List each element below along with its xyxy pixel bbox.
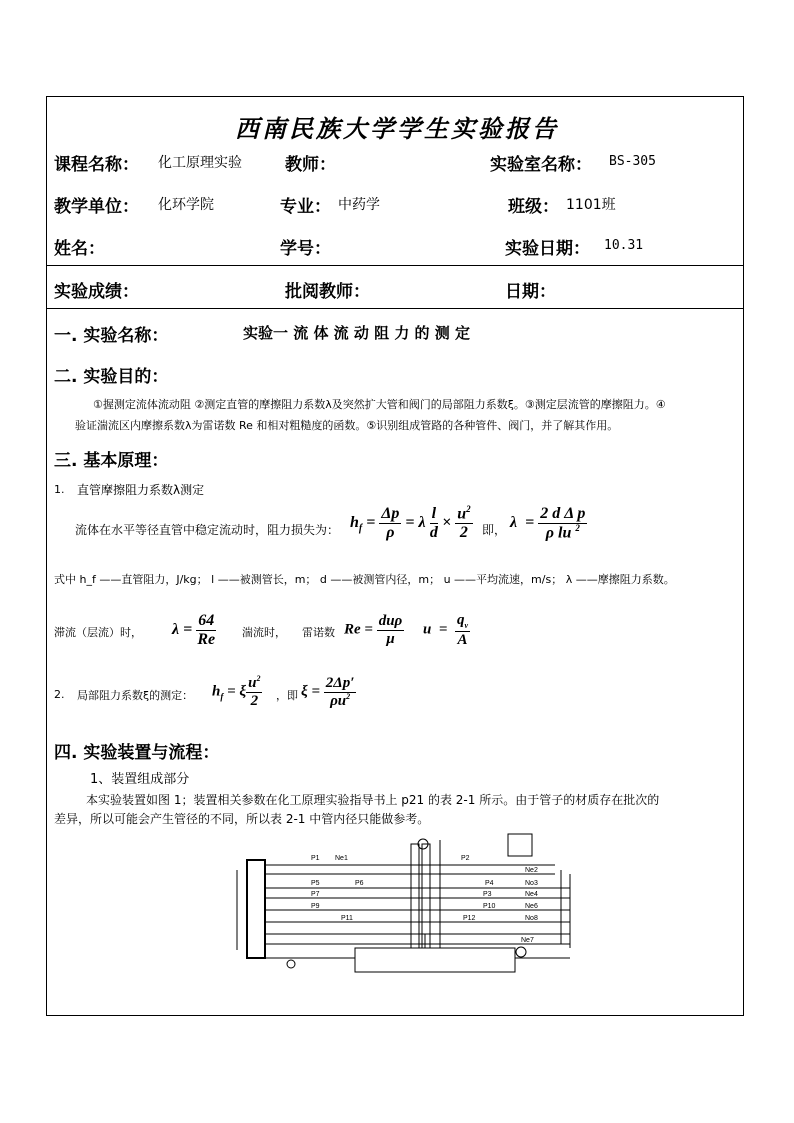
formula-laminar: λ = $\frac{64}{Re}$ (172, 612, 216, 648)
formula-xi: ξ = $\frac{2\Delta p'}{\rho u^2}$ (301, 675, 355, 709)
principle-1-number: 1. (54, 483, 65, 496)
section-4-label: 四. 实验装置与流程： (54, 743, 220, 763)
turbulent-label: 湍流时， (242, 626, 286, 639)
report-title: 西南民族大学学生实验报告 (235, 114, 559, 143)
section-1-label: 一. 实验名称： (54, 326, 169, 346)
principle-2-number: 2. (54, 688, 65, 701)
diagram-label-15: P12 (463, 915, 476, 922)
course-label: 课程名称： (54, 155, 139, 175)
objectives-line-2: 验证湍流区内摩擦系数λ为雷诺数 Re 和相对粗糙度的函数。⑤识别组成管路的各种管件、阀门，并了解其作用。 (75, 419, 619, 432)
unit-label: 教学单位： (54, 197, 139, 217)
formula-reynolds: Re = $\frac{\text{duρ}}{\mu}$ u = $\frac{q_v}{A}$ (344, 612, 468, 648)
diagram-label-3: Ne2 (525, 867, 538, 874)
date-value: 10.31 (604, 238, 644, 253)
objectives-line-1: ①握测定流体流动阻 ②测定直管的摩擦阻力系数λ及突然扩大管和阀门的局部阻力系数ξ。③测定层流管的摩擦阻力。④ (93, 398, 666, 411)
class-label: 班级： (508, 197, 559, 217)
diagram-label-2: P2 (461, 855, 470, 862)
formula-local-hf: $h_f = \xi$ $\frac{u^2}{2}$ (212, 674, 261, 709)
lab-label: 实验室名称： (490, 155, 592, 175)
diagram-label-12: P10 (483, 903, 496, 910)
student-id-label: 学号： (280, 239, 331, 259)
diagram-label-7: No3 (525, 880, 538, 887)
lab-value: BS-305 (609, 154, 656, 169)
principle-2-ji: ，即 (276, 689, 298, 702)
score-label: 实验成绩： (54, 282, 139, 302)
reviewer-label: 批阅教师： (285, 282, 370, 302)
symbols-legend: 式中 h_f ——直管阻力，J/kg； l ——被测管长，m； d ——被测管内径，m； u ——平均流速，m/s； λ ——摩擦阻力系数。 (54, 573, 675, 586)
unit-value: 化环学院 (158, 197, 214, 213)
course-value: 化工原理实验 (158, 155, 242, 171)
diagram-label-11: P9 (311, 903, 320, 910)
major-label: 专业： (280, 197, 331, 217)
apparatus-paragraph-line-1: 本实验装置如图 1；装置相关参数在化工原理实验指导书上 p21 的表 2-1 所示。由于管子的材质存在批次的 (86, 793, 660, 807)
class-value: 1101班 (566, 197, 616, 213)
principle-1-text: 流体在水平等径直管中稳定流动时，阻力损失为： (75, 523, 340, 537)
diagram-label-10: Ne4 (525, 891, 538, 898)
apparatus-subheading: 1、装置组成部分 (90, 772, 190, 787)
diagram-label-4: P5 (311, 880, 320, 887)
diagram-label-17: Ne7 (521, 937, 534, 944)
date-label: 实验日期： (505, 239, 590, 259)
grading-date-label: 日期： (505, 282, 556, 302)
divider-1 (46, 265, 744, 266)
section-3-label: 三. 基本原理： (54, 451, 169, 471)
major-value: 中药学 (338, 197, 380, 213)
diagram-label-8: P7 (311, 891, 320, 898)
formula-lambda: λ = $\frac{\text{2 d Δ p}}{\rho lu ^2}$ (510, 505, 586, 541)
principle-1-title: 直管摩擦阻力系数λ测定 (77, 483, 205, 497)
principle-2-text: 局部阻力系数ξ的测定： (77, 689, 194, 702)
apparatus-diagram (225, 830, 585, 978)
diagram-label-9: P3 (483, 891, 492, 898)
name-label: 姓名： (54, 239, 105, 259)
laminar-label: 滞流（层流）时， (54, 626, 142, 639)
reynolds-label: 雷诺数 (302, 626, 335, 639)
diagram-label-14: P11 (341, 915, 353, 922)
diagram-label-5: P6 (355, 880, 364, 887)
diagram-label-13: Ne6 (525, 903, 538, 910)
teacher-label: 教师： (285, 155, 336, 175)
diagram-label-16: No8 (525, 915, 538, 922)
diagram-label-0: P1 (311, 855, 320, 862)
section-2-label: 二. 实验目的： (54, 367, 169, 387)
apparatus-paragraph-line-2: 差异，所以可能会产生管径的不同，所以表 2-1 中管内径只能做参考。 (54, 812, 430, 826)
experiment-name: 实验一 流 体 流 动 阻 力 的 测 定 (243, 324, 471, 342)
formula-hf-darcy: $h_f$ = $\frac{\Delta p}{\rho}$ = λ $\frac{l}{d}$ × $\frac{u^2}{2}$ (350, 504, 471, 541)
principle-1-ji: 即， (482, 523, 507, 537)
divider-2 (46, 308, 744, 309)
diagram-label-6: P4 (485, 880, 494, 887)
diagram-label-1: Ne1 (335, 855, 348, 862)
